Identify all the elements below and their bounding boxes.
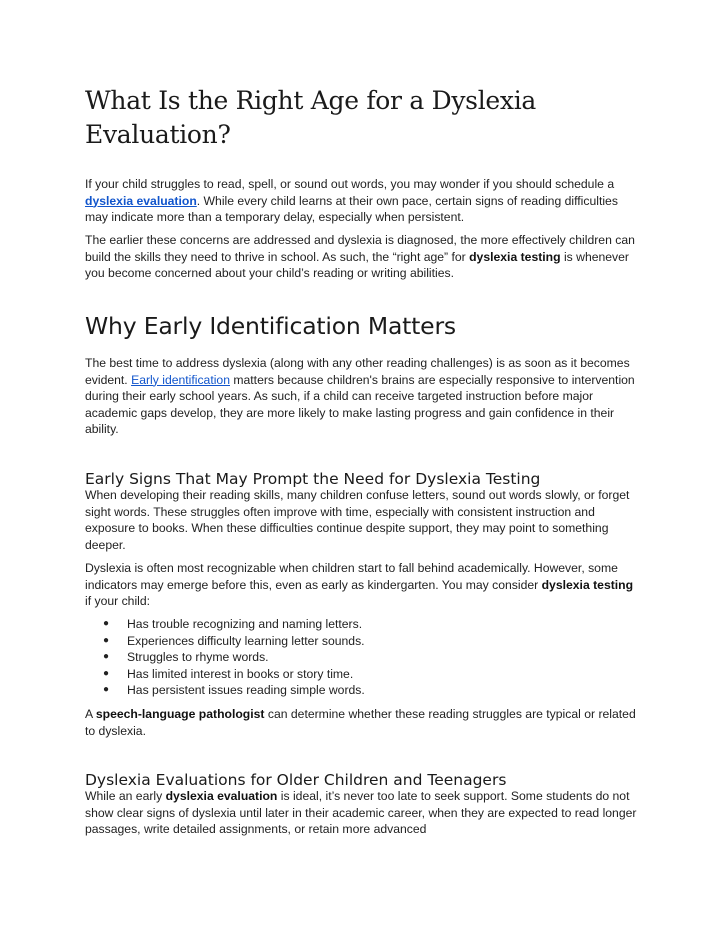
subheading-older-children: Dyslexia Evaluations for Older Children and Teenagers — [85, 771, 507, 789]
list-item — [85, 616, 637, 633]
intro-p2-text-b: is whenever you become concerned about your child’s reading or writing abilities. — [85, 249, 629, 280]
dyslexia-testing-bold-2: dyslexia testing — [541, 577, 634, 592]
section2-p2-text-a: Dyslexia is often most recognizable when children start to fall behind academically. However, some indicators may emerge before this, even as early as kindergarten. You may consider — [85, 561, 618, 592]
list-item — [85, 633, 637, 650]
section2-p3-text-b: can determine whether these reading struggles are typical or related to dyslexia. — [85, 707, 636, 738]
dyslexia-testing-bold: dyslexia testing — [469, 249, 561, 264]
dyslexia-evaluation-link[interactable]: dyslexia evaluation — [85, 193, 197, 208]
section2-p2-text-b: if your child: — [85, 594, 151, 608]
slp-paragraph — [85, 706, 637, 739]
bullet-icon: ● — [103, 667, 110, 679]
list-item — [85, 666, 637, 683]
intro-p2-text-a: The earlier these concerns are addressed and dyslexia is diagnosed, the more effectively children can build the skills they need to thrive in school. As such, the “right age” for — [85, 233, 635, 264]
list-item — [85, 682, 637, 699]
section2-p3-text-a: A — [85, 707, 96, 721]
signs-bullet-list — [85, 616, 637, 699]
bullet-icon: ● — [103, 651, 110, 662]
early-identification-paragraph — [85, 355, 637, 438]
list-item-text: Has trouble recognizing and naming letters. — [127, 617, 363, 631]
list-item-text: Experiences difficulty learning letter sounds. — [127, 633, 365, 648]
list-item-text: Struggles to rhyme words. — [127, 650, 269, 664]
intro-p1-text-b: . While every child learns at their own pace, certain signs of reading difficulties may indicate more than a temporary delay, especially when persistent. — [85, 193, 618, 224]
bullet-icon: ● — [103, 618, 110, 629]
list-item — [85, 649, 637, 666]
page-title: What Is the Right Age for a Dyslexia Evaluation? — [85, 86, 536, 149]
bullet-icon: ● — [103, 684, 110, 695]
intro-paragraph-1 — [85, 176, 637, 226]
subheading-early-signs: Early Signs That May Prompt the Need for Dyslexia Testing — [85, 470, 541, 488]
section3-text-b: is ideal, it’s never too late to seek support. Some students do not show clear signs of dyslexia until later in their academic career, when they are expected to read longer passages, write detailed assignments, or retain more advanced — [85, 789, 637, 836]
section1-text-b: matters because children's brains are especially responsive to intervention during their early school years. As such, if a child can receive targeted instruction before major academic gaps develop, they are more likely to make lasting progress and gain confidence in their ability. — [85, 372, 635, 436]
older-children-paragraph — [85, 788, 637, 838]
early-signs-paragraph-2 — [85, 560, 637, 610]
dyslexia-evaluation-bold: dyslexia evaluation — [165, 789, 278, 803]
early-identification-link[interactable]: Early identification — [131, 372, 230, 387]
slp-bold: speech-language pathologist — [95, 707, 265, 721]
section-heading-early-identification: Why Early Identification Matters — [85, 312, 456, 340]
section1-text-a: The best time to address dyslexia (along with any other reading challenges) is as soon as it becomes evident. — [85, 356, 630, 387]
intro-p1-text-a: If your child struggles to read, spell, or sound out words, you may wonder if you should schedule a — [85, 177, 615, 191]
section3-text-a: While an early — [85, 789, 166, 803]
list-item-text: Has limited interest in books or story time. — [127, 666, 354, 681]
early-signs-paragraph-1: When developing their reading skills, many children confuse letters, sound out words slowly, or forget sight words. These struggles often improve with time, especially with consistent instruction and exposure to books. When these difficulties continue despite support, they may point to something deeper. — [85, 488, 630, 552]
bullet-icon: ● — [103, 634, 110, 646]
list-item-text: Has persistent issues reading simple words. — [127, 683, 365, 697]
intro-paragraph-2 — [85, 232, 637, 282]
